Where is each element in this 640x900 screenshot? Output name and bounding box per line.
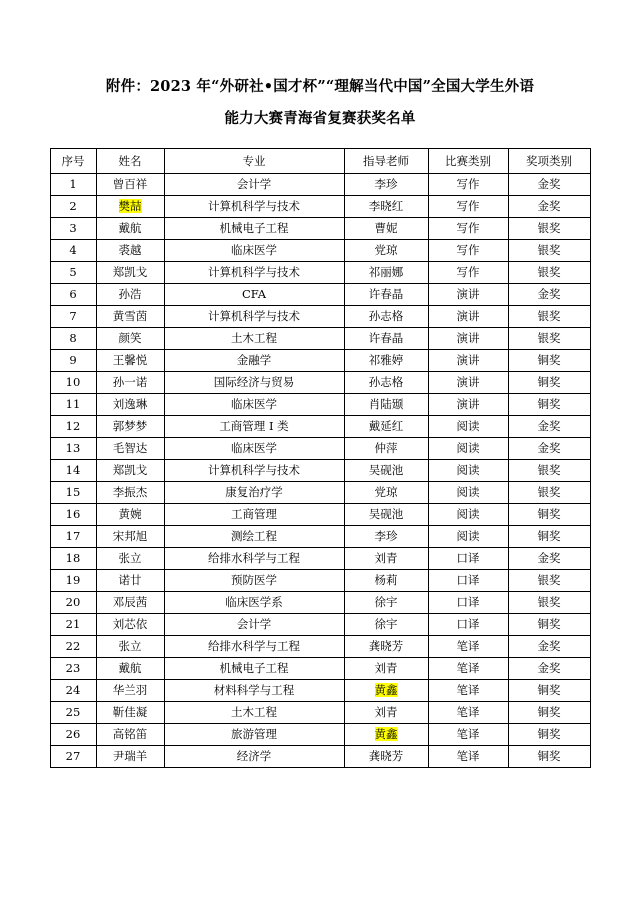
- cell-teacher: 刘青: [344, 548, 428, 570]
- table-row: [50, 350, 590, 372]
- document-header: [0, 0, 640, 134]
- cell-teacher: 徐宇: [344, 592, 428, 614]
- cell-name: 诺廿: [96, 570, 164, 592]
- table-row: [50, 174, 590, 196]
- cell-award: 银奖: [508, 592, 590, 614]
- cell-name: 刘逸琳: [96, 394, 164, 416]
- cell-name: 黄雪茵: [96, 306, 164, 328]
- cell-index: 22: [50, 636, 96, 658]
- cell-major: 临床医学: [164, 394, 344, 416]
- cell-name: 颜笑: [96, 328, 164, 350]
- cell-major: 康复治疗学: [164, 482, 344, 504]
- cell-major: 临床医学: [164, 438, 344, 460]
- table-row: [50, 394, 590, 416]
- cell-major: 经济学: [164, 746, 344, 768]
- cell-teacher: 曹妮: [344, 218, 428, 240]
- cell-index: 5: [50, 262, 96, 284]
- cell-award: 金奖: [508, 548, 590, 570]
- cell-major: 测绘工程: [164, 526, 344, 548]
- cell-index: 10: [50, 372, 96, 394]
- table-row: [50, 592, 590, 614]
- cell-teacher: 徐宇: [344, 614, 428, 636]
- cell-category: 演讲: [428, 328, 508, 350]
- cell-category: 阅读: [428, 460, 508, 482]
- cell-major: 工商管理: [164, 504, 344, 526]
- table-row: [50, 658, 590, 680]
- cell-index: 21: [50, 614, 96, 636]
- cell-category: 写作: [428, 174, 508, 196]
- cell-teacher: 肖陆颋: [344, 394, 428, 416]
- column-header-category: 比赛类别: [428, 149, 508, 174]
- cell-award: 银奖: [508, 482, 590, 504]
- cell-name: 郭梦梦: [96, 416, 164, 438]
- table-row: [50, 636, 590, 658]
- cell-teacher: 吴砚池: [344, 504, 428, 526]
- table-row: [50, 680, 590, 702]
- cell-category: 笔译: [428, 636, 508, 658]
- table-row: [50, 306, 590, 328]
- cell-category: 阅读: [428, 438, 508, 460]
- cell-teacher: 刘青: [344, 702, 428, 724]
- cell-index: 24: [50, 680, 96, 702]
- cell-major: 国际经济与贸易: [164, 372, 344, 394]
- cell-award: 铜奖: [508, 680, 590, 702]
- cell-major: 计算机科学与技术: [164, 262, 344, 284]
- cell-category: 口译: [428, 548, 508, 570]
- cell-teacher: 孙志格: [344, 306, 428, 328]
- cell-category: 口译: [428, 570, 508, 592]
- cell-major: CFA: [164, 284, 344, 306]
- table-row: [50, 218, 590, 240]
- table-row: [50, 482, 590, 504]
- cell-major: 机械电子工程: [164, 658, 344, 680]
- cell-name: 樊喆: [96, 196, 164, 218]
- cell-major: 材料科学与工程: [164, 680, 344, 702]
- cell-index: 17: [50, 526, 96, 548]
- cell-teacher: 杨莉: [344, 570, 428, 592]
- cell-award: 银奖: [508, 306, 590, 328]
- cell-category: 阅读: [428, 504, 508, 526]
- cell-teacher: 黄鑫: [344, 680, 428, 702]
- cell-award: 铜奖: [508, 394, 590, 416]
- cell-award: 金奖: [508, 174, 590, 196]
- cell-award: 铜奖: [508, 746, 590, 768]
- cell-major: 给排水科学与工程: [164, 548, 344, 570]
- cell-category: 写作: [428, 196, 508, 218]
- cell-category: 阅读: [428, 482, 508, 504]
- cell-category: 笔译: [428, 680, 508, 702]
- cell-name: 黄婉: [96, 504, 164, 526]
- cell-award: 银奖: [508, 328, 590, 350]
- table-row: [50, 372, 590, 394]
- cell-index: 7: [50, 306, 96, 328]
- cell-index: 9: [50, 350, 96, 372]
- cell-award: 银奖: [508, 240, 590, 262]
- table-row: [50, 240, 590, 262]
- cell-name: 尹瑞羊: [96, 746, 164, 768]
- cell-teacher: 党琼: [344, 240, 428, 262]
- cell-teacher: 刘青: [344, 658, 428, 680]
- cell-name: 张立: [96, 636, 164, 658]
- cell-award: 铜奖: [508, 724, 590, 746]
- cell-major: 会计学: [164, 174, 344, 196]
- table-row: [50, 504, 590, 526]
- table-row: [50, 746, 590, 768]
- cell-award: 铜奖: [508, 614, 590, 636]
- cell-teacher: 李珍: [344, 174, 428, 196]
- cell-award: 铜奖: [508, 702, 590, 724]
- cell-category: 写作: [428, 218, 508, 240]
- cell-category: 写作: [428, 240, 508, 262]
- cell-award: 铜奖: [508, 350, 590, 372]
- cell-major: 临床医学系: [164, 592, 344, 614]
- table-row: [50, 460, 590, 482]
- cell-name: 靳佳凝: [96, 702, 164, 724]
- cell-index: 23: [50, 658, 96, 680]
- cell-teacher: 仲萍: [344, 438, 428, 460]
- cell-index: 16: [50, 504, 96, 526]
- table-row: [50, 416, 590, 438]
- cell-teacher: 孙志格: [344, 372, 428, 394]
- column-header-name: 姓名: [96, 149, 164, 174]
- cell-name: 华兰羽: [96, 680, 164, 702]
- cell-index: 19: [50, 570, 96, 592]
- cell-index: 26: [50, 724, 96, 746]
- cell-award: 金奖: [508, 658, 590, 680]
- cell-teacher: 党琼: [344, 482, 428, 504]
- cell-name: 高铭笛: [96, 724, 164, 746]
- cell-name: 宋邦旭: [96, 526, 164, 548]
- table-row: [50, 328, 590, 350]
- cell-category: 阅读: [428, 526, 508, 548]
- table-row: [50, 724, 590, 746]
- cell-category: 笔译: [428, 724, 508, 746]
- cell-award: 银奖: [508, 262, 590, 284]
- table-body: [50, 174, 590, 768]
- cell-name: 裘越: [96, 240, 164, 262]
- cell-award: 铜奖: [508, 526, 590, 548]
- cell-category: 口译: [428, 614, 508, 636]
- cell-award: 银奖: [508, 218, 590, 240]
- page-title-line-1: 附件：2023 年“外研社•国才杯”“理解当代中国”全国大学生外语: [105, 78, 535, 95]
- cell-name: 邓辰茜: [96, 592, 164, 614]
- cell-index: 18: [50, 548, 96, 570]
- table-row: [50, 614, 590, 636]
- cell-major: 会计学: [164, 614, 344, 636]
- cell-award: 金奖: [508, 284, 590, 306]
- cell-index: 14: [50, 460, 96, 482]
- cell-category: 演讲: [428, 394, 508, 416]
- cell-award: 银奖: [508, 460, 590, 482]
- cell-major: 临床医学: [164, 240, 344, 262]
- page-title-line-2: 能力大赛青海省复赛获奖名单: [224, 110, 416, 127]
- cell-major: 计算机科学与技术: [164, 306, 344, 328]
- cell-name: 张立: [96, 548, 164, 570]
- table-row: [50, 262, 590, 284]
- cell-award: 铜奖: [508, 504, 590, 526]
- cell-category: 演讲: [428, 350, 508, 372]
- cell-category: 阅读: [428, 416, 508, 438]
- table-row: [50, 526, 590, 548]
- cell-award: 铜奖: [508, 372, 590, 394]
- cell-teacher: 黄鑫: [344, 724, 428, 746]
- cell-name: 郑凯戈: [96, 460, 164, 482]
- cell-name: 孙浩: [96, 284, 164, 306]
- cell-index: 11: [50, 394, 96, 416]
- cell-category: 演讲: [428, 306, 508, 328]
- cell-index: 8: [50, 328, 96, 350]
- cell-category: 笔译: [428, 746, 508, 768]
- cell-major: 旅游管理: [164, 724, 344, 746]
- cell-category: 演讲: [428, 372, 508, 394]
- cell-index: 6: [50, 284, 96, 306]
- table-row: [50, 284, 590, 306]
- cell-index: 13: [50, 438, 96, 460]
- cell-major: 金融学: [164, 350, 344, 372]
- cell-teacher: 祁丽娜: [344, 262, 428, 284]
- cell-index: 2: [50, 196, 96, 218]
- cell-major: 计算机科学与技术: [164, 460, 344, 482]
- cell-index: 20: [50, 592, 96, 614]
- cell-index: 15: [50, 482, 96, 504]
- cell-index: 27: [50, 746, 96, 768]
- cell-category: 口译: [428, 592, 508, 614]
- cell-index: 4: [50, 240, 96, 262]
- cell-category: 写作: [428, 262, 508, 284]
- table-row: [50, 438, 590, 460]
- cell-major: 计算机科学与技术: [164, 196, 344, 218]
- cell-major: 工商管理 I 类: [164, 416, 344, 438]
- cell-name: 戴航: [96, 218, 164, 240]
- cell-major: 给排水科学与工程: [164, 636, 344, 658]
- cell-category: 笔译: [428, 658, 508, 680]
- cell-name: 孙一诺: [96, 372, 164, 394]
- cell-award: 金奖: [508, 438, 590, 460]
- cell-teacher: 吴砚池: [344, 460, 428, 482]
- column-header-index: 序号: [50, 149, 96, 174]
- column-header-major: 专业: [164, 149, 344, 174]
- award-list-table: [50, 148, 591, 768]
- table-row: [50, 548, 590, 570]
- cell-name: 戴航: [96, 658, 164, 680]
- column-header-award: 奖项类别: [508, 149, 590, 174]
- cell-award: 金奖: [508, 636, 590, 658]
- cell-name: 刘芯依: [96, 614, 164, 636]
- cell-teacher: 祁雅婷: [344, 350, 428, 372]
- cell-index: 25: [50, 702, 96, 724]
- cell-major: 土木工程: [164, 702, 344, 724]
- cell-index: 12: [50, 416, 96, 438]
- cell-teacher: 李晓红: [344, 196, 428, 218]
- cell-name: 李振杰: [96, 482, 164, 504]
- cell-index: 1: [50, 174, 96, 196]
- cell-teacher: 许春晶: [344, 284, 428, 306]
- cell-teacher: 龚晓芳: [344, 746, 428, 768]
- column-header-teacher: 指导老师: [344, 149, 428, 174]
- cell-teacher: 戴延红: [344, 416, 428, 438]
- cell-award: 金奖: [508, 196, 590, 218]
- cell-category: 演讲: [428, 284, 508, 306]
- cell-teacher: 许春晶: [344, 328, 428, 350]
- cell-name: 曾百祥: [96, 174, 164, 196]
- table-row: [50, 570, 590, 592]
- cell-category: 笔译: [428, 702, 508, 724]
- table-row: [50, 702, 590, 724]
- table-header-row: [50, 149, 590, 174]
- cell-name: 王馨悦: [96, 350, 164, 372]
- cell-award: 银奖: [508, 570, 590, 592]
- table-row: [50, 196, 590, 218]
- cell-major: 土木工程: [164, 328, 344, 350]
- cell-teacher: 李珍: [344, 526, 428, 548]
- cell-name: 毛智达: [96, 438, 164, 460]
- cell-name: 郑凯戈: [96, 262, 164, 284]
- cell-major: 机械电子工程: [164, 218, 344, 240]
- cell-teacher: 龚晓芳: [344, 636, 428, 658]
- cell-major: 预防医学: [164, 570, 344, 592]
- cell-award: 金奖: [508, 416, 590, 438]
- cell-index: 3: [50, 218, 96, 240]
